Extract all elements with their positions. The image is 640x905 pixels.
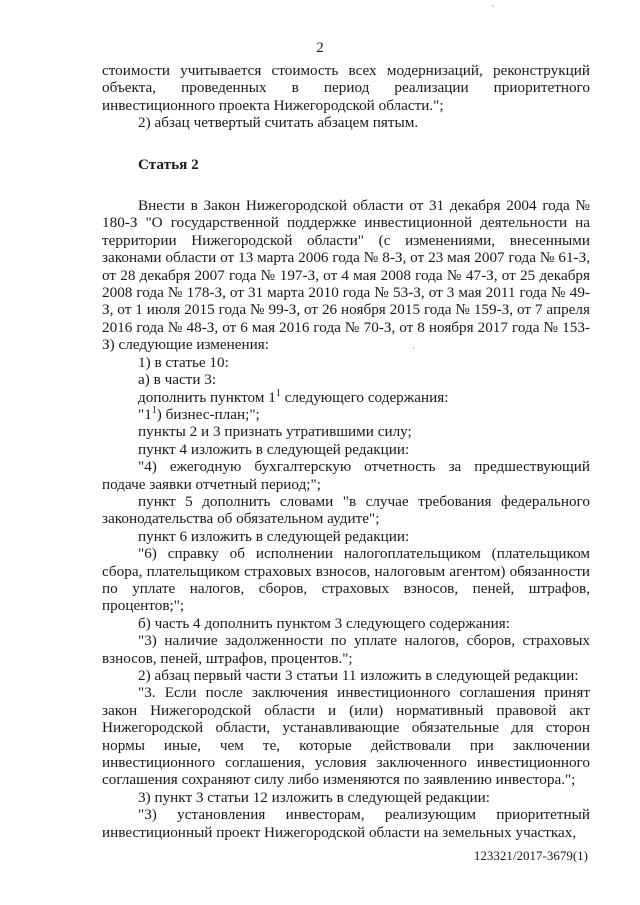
list-item: пункт 4 изложить в следующей редакции: — [138, 440, 410, 458]
list-item: "6) справку об исполнении налогоплательщиком (плательщиком сбора, плательщиком страховых взносов, налоговым агентом) обязанности по уплате налогов, сборов, страховых взносов, пеней, штрафов, процентов;"; — [102, 545, 590, 615]
article-heading: Статья 2 — [138, 155, 199, 173]
page-number: 2 — [316, 40, 324, 56]
paragraph-continuation: стоимости учитывается стоимость всех модернизаций, реконструкций объекта, проведенных в период реализации приоритетного инвестиционного проекта Нижегородской области."; — [102, 62, 590, 114]
list-item: 2) абзац первый части 3 статьи 11 изложить в следующей редакции: — [138, 667, 579, 684]
list-item: пункт 5 дополнить словами "в случае требования федерального законодательства об обязательном аудите"; — [102, 492, 590, 528]
list-item: пункты 2 и 3 признать утратившими силу; — [138, 423, 412, 441]
list-item: "3) установления инвесторам, реализующим приоритетный инвестиционный проект Нижегородской области на земельных участках, — [102, 806, 590, 841]
superscript: 1 — [275, 387, 281, 399]
text-fragment: следующего содержания: — [280, 388, 449, 406]
list-item: "4) ежегодную бухгалтерскую отчетность за предшествующий подаче заявки отчетный период;"; — [102, 458, 590, 493]
list-item — [102, 389, 590, 406]
paragraph-intro: Внести в Закон Нижегородской области от 31 декабря 2004 года № 180-З "О государственной поддержке инвестиционной деятельности на территории Нижегородской области" (с изменениями, внесенными законами области от 13 марта 2006 года № 8-З, от 23 мая 2007 года № 61-З, от 28 декабря 2007 года № 197-З, от 4 мая 2008 года № 47-З, от 25 декабря 2008 года № 178-З, от 31 марта 2010 года № 53-З, от 3 мая 2011 года № 49-З, от 1 июля 2015 года № 99-З, от 26 ноября 2015 года № 159-З, от 7 апреля 2016 года № 48-З, от 6 мая 2016 года № 70-З, от 8 ноября 2017 года № 153-З) следующие изменения: — [102, 197, 590, 354]
scan-dot-mark: · — [412, 344, 416, 355]
document-code: 123321/2017-3679(1) — [473, 848, 588, 863]
document-body — [102, 62, 590, 841]
text-fragment: "1 — [138, 405, 152, 423]
superscript: 1 — [151, 404, 157, 416]
list-item: пункт 6 изложить в следующей редакции: — [138, 527, 410, 545]
scan-tick-mark: ′ — [492, 4, 495, 15]
list-item: б) часть 4 дополнить пунктом 3 следующего содержания: — [138, 614, 510, 632]
list-item: "3) наличие задолженности по уплате налогов, сборов, страховых взносов, пеней, штрафов, процентов."; — [102, 632, 590, 667]
paragraph-item-2: 2) абзац четвертый считать абзацем пятым. — [138, 114, 419, 132]
list-item: а) в части 3: — [138, 371, 217, 389]
text-fragment: дополнить пунктом 1 — [138, 388, 276, 406]
list-item — [102, 406, 590, 423]
list-item: 3) пункт 3 статьи 12 изложить в следующей редакции: — [138, 788, 491, 806]
list-item: "3. Если после заключения инвестиционного соглашения принят закон Нижегородской области и (или) нормативный правовой акт Нижегородской области, устанавливающие обязательные для сторон нормы иные, чем те, которые действовали при заключении инвестиционного соглашения, условия заключенного инвестиционного соглашения сохраняют силу либо изменяются по заявлению инвестора."; — [102, 684, 590, 789]
text-fragment: ) бизнес-план;"; — [156, 405, 260, 423]
list-item: 1) в статье 10: — [138, 353, 229, 371]
